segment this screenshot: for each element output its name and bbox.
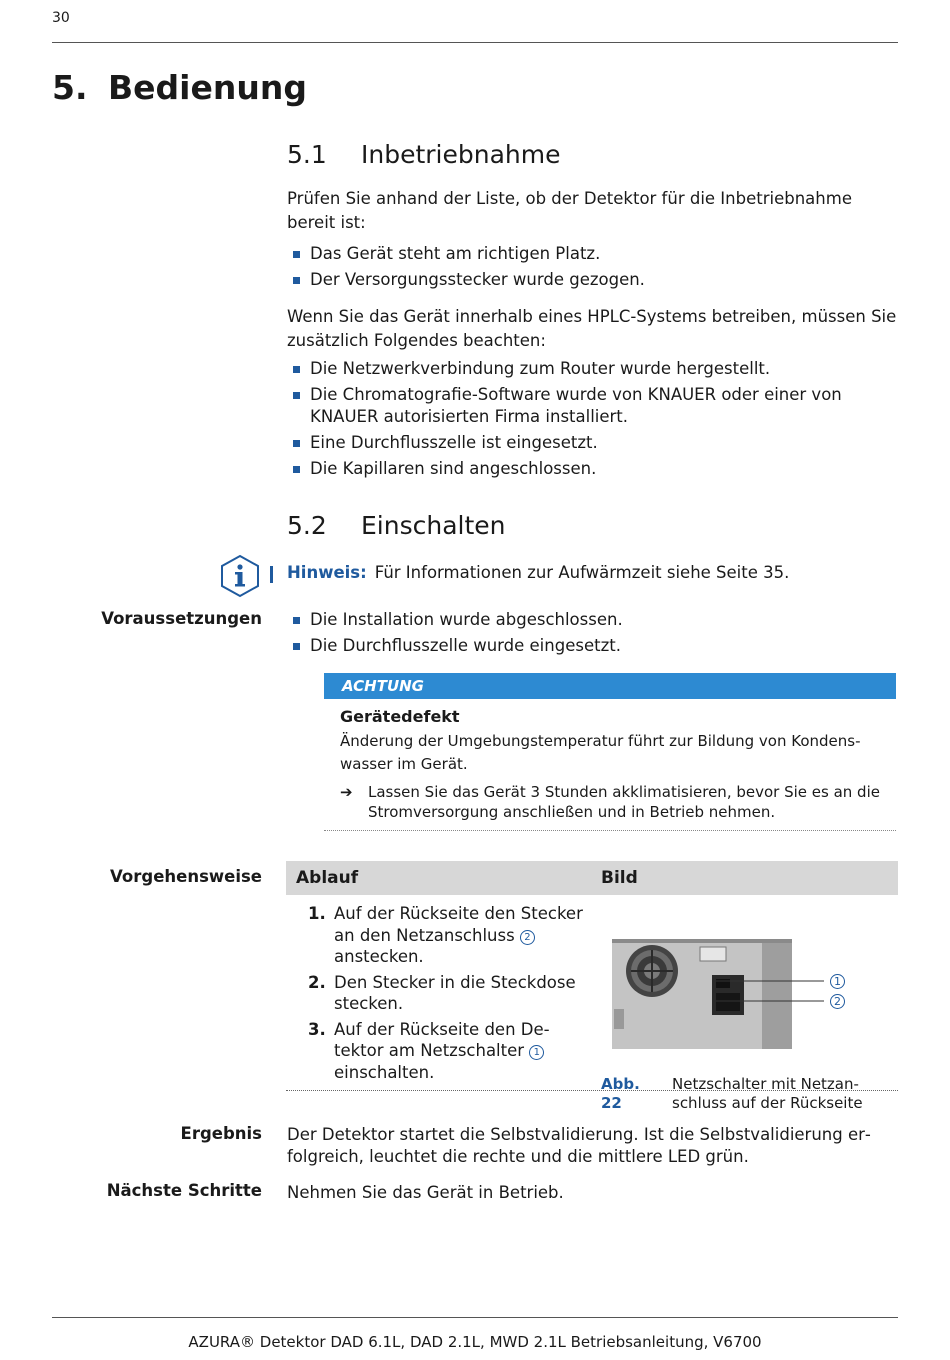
procedure-label: Vorgehensweise	[110, 867, 262, 886]
step-list	[308, 903, 588, 1087]
column-header-procedure: Ablauf	[296, 868, 359, 888]
caption-label: Abb. 22	[601, 1075, 640, 1112]
next-steps-label: Nächste Schritte	[106, 1181, 262, 1200]
next-steps-text: Nehmen Sie das Gerät in Betrieb.	[287, 1183, 564, 1202]
list-item: Eine Durchflusszelle ist eingesetzt.	[287, 432, 899, 454]
result-text: Der Detektor startet die Selbstvalidierung. Ist die Selbstvalidierung erfolgreich, leuchtet die rechte und die mittlere LED grün.	[287, 1125, 871, 1166]
callout-marker: 2	[830, 994, 845, 1009]
step-number: 3.	[308, 1019, 326, 1039]
warning-body	[324, 699, 896, 831]
hint-label: Hinweis:	[287, 563, 367, 582]
footer-rule	[52, 1317, 898, 1318]
list-item: Das Gerät steht am richtigen Platz.	[287, 243, 899, 265]
hint-text: Für Informationen zur Aufwärmzeit siehe Seite 35.	[374, 563, 790, 582]
section1-intro2: Wenn Sie das Gerät innerhalb eines HPLC-Systems betreiben, müssen Sie zusätzlich Folgendes beachten:	[287, 307, 897, 350]
step-text: Auf der Rückseite den Detektor am Netzschalter	[334, 1019, 550, 1060]
step-text: anstecken.	[334, 947, 424, 966]
step-number: 1.	[308, 904, 326, 923]
list-item: Die Durchflusszelle wurde eingesetzt.	[287, 635, 899, 657]
header-rule	[52, 42, 898, 43]
callout-lines	[716, 975, 836, 1035]
step-item	[308, 972, 588, 1015]
table-header	[286, 861, 898, 895]
warning-box	[324, 673, 896, 831]
section-heading-5-1	[287, 140, 561, 169]
section1-bullet-list	[287, 243, 899, 295]
step-number: 2.	[308, 972, 326, 992]
chapter-heading	[52, 68, 307, 107]
step-item	[308, 903, 588, 968]
chapter-title: Bedienung	[108, 68, 307, 107]
procedure-table	[286, 861, 898, 1112]
prerequisites-label: Voraussetzungen	[101, 609, 262, 628]
hint	[287, 563, 789, 582]
info-icon	[220, 554, 260, 598]
warning-text: Änderung der Umgebungstemperatur führt zur Bildung von Kondenswasser im Gerät.	[340, 732, 861, 773]
callout-marker: 1	[830, 974, 845, 989]
arrow-right-icon: ➔	[340, 783, 353, 801]
page-number: 30	[52, 10, 70, 26]
warning-title: Gerätedefekt	[340, 707, 460, 726]
step-item	[308, 1019, 588, 1084]
step-text: einschalten.	[334, 1062, 435, 1082]
table-body	[286, 895, 898, 1112]
chapter-number: 5.	[52, 68, 88, 107]
list-item: Die Chromatografie-Software wurde von KNAUER oder einer von KNAUER autorisierten Firma installiert.	[287, 384, 899, 428]
list-item: Die Kapillaren sind angeschlossen.	[287, 458, 899, 480]
section-number: 5.1	[287, 140, 327, 169]
section-title: Einschalten	[361, 511, 506, 540]
footer: AZURA® Detektor DAD 6.1L, DAD 2.1L, MWD 2.1L Betriebsanleitung, V6700	[188, 1333, 762, 1351]
section1-intro: Prüfen Sie anhand der Liste, ob der Detektor für die Inbetriebnahme bereit ist:	[287, 189, 852, 232]
step-text: Den Stecker in die Steckdose stecken.	[334, 972, 576, 1013]
section1-bullet-list-2	[287, 358, 899, 484]
list-item: Die Installation wurde abgeschlossen.	[287, 609, 899, 631]
step-text: Auf der Rückseite den Stecker an den Netzanschluss	[334, 904, 583, 945]
warning-action	[340, 782, 880, 822]
list-item: Die Netzwerkverbindung zum Router wurde hergestellt.	[287, 358, 899, 380]
hint-bar	[270, 566, 273, 583]
column-header-image: Bild	[601, 868, 638, 888]
section-title: Inbetriebnahme	[361, 140, 561, 169]
prerequisites-list	[287, 609, 899, 661]
callout-marker: 1	[529, 1045, 544, 1060]
callout-marker: 2	[520, 930, 535, 945]
section-number: 5.2	[287, 511, 327, 540]
section-heading-5-2	[287, 511, 506, 540]
warning-header: ACHTUNG	[324, 673, 896, 699]
caption-text: Netzschalter mit Netzanschluss auf der Rückseite	[672, 1075, 863, 1112]
list-item: Der Versorgungsstecker wurde gezogen.	[287, 269, 899, 291]
warning-action-text: Lassen Sie das Gerät 3 Stunden akklimatisieren, bevor Sie es an die Stromversorgung anschließen und in Betrieb nehmen.	[368, 783, 880, 821]
result-label: Ergebnis	[180, 1124, 262, 1143]
